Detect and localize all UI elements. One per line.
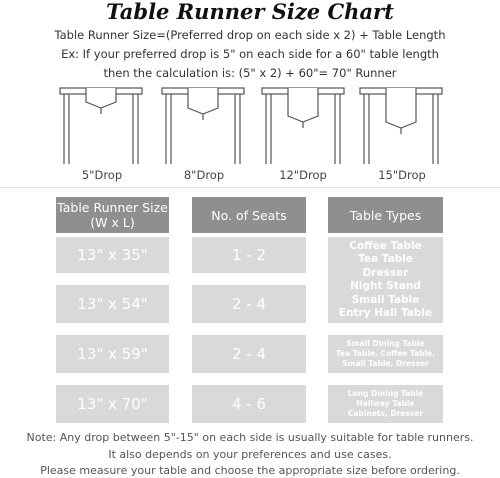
table-type-item: Small Table xyxy=(351,293,420,306)
header-seats xyxy=(192,197,306,233)
page-title: Table Runner Size Chart xyxy=(106,0,394,24)
table-type-item: Entry Hall Table xyxy=(338,307,433,319)
note-line-2: It also depends on your preferences and use cases. xyxy=(108,448,392,461)
table-row-seats: 4 - 6 xyxy=(192,385,306,423)
table-illustration-12-drop xyxy=(262,88,344,164)
table-types-dining xyxy=(328,335,443,373)
header-runner-size xyxy=(56,197,169,233)
table-types-small-tables xyxy=(328,237,443,323)
table-type-item: Tea Table xyxy=(358,253,413,265)
table-type-item: Dresser xyxy=(362,266,409,279)
table-type-item: Coffee Table xyxy=(349,239,422,252)
table-row-size: 13" x 35" xyxy=(56,237,169,273)
calculation-line: then the calculation is: (5" x 2) + 60"= 70" Runner xyxy=(103,66,397,80)
table-type-item: Hallway Table xyxy=(356,399,415,408)
table-illustration-8-drop xyxy=(162,88,244,164)
table-illustration-15-drop xyxy=(360,88,442,164)
table-type-item: Small Dining Table xyxy=(346,339,425,348)
header-seats-label: No. of Seats xyxy=(211,207,287,223)
table-type-item: Cabinets, Dresser xyxy=(347,409,424,418)
table-type-item: Tea Table, Coffee Table, xyxy=(335,349,436,358)
table-types-long-dining xyxy=(328,385,443,423)
drop-label-15: 15"Drop xyxy=(378,168,426,182)
note-line-1: Note: Any drop between 5"-15" on each side is usually suitable for table runners. xyxy=(26,431,474,444)
table-row-seats: 1 - 2 xyxy=(192,237,306,273)
table-row-size: 13" x 54" xyxy=(56,285,169,323)
header-table-types-label: Table Types xyxy=(349,207,422,223)
header-runner-size-line-2: (W x L) xyxy=(90,215,135,230)
table-row-seats: 2 - 4 xyxy=(192,285,306,323)
drop-label-8: 8"Drop xyxy=(183,168,225,182)
example-line: Ex: If your preferred drop is 5" on each side for a 60" table length xyxy=(61,47,439,61)
drop-label-12: 12"Drop xyxy=(279,168,327,182)
table-type-item: Night Stand xyxy=(350,280,421,292)
table-type-item: Long Dining Table xyxy=(347,389,424,398)
table-row-seats: 2 - 4 xyxy=(192,335,306,373)
drop-label-5: 5"Drop xyxy=(81,168,123,182)
section-divider xyxy=(0,187,500,188)
table-drop-diagram xyxy=(0,84,500,176)
note-line-3: Please measure your table and choose the appropriate size before ordering. xyxy=(40,464,460,477)
table-illustration-5-drop xyxy=(60,88,142,164)
header-runner-size-line-1: Table Runner Size xyxy=(57,200,168,215)
table-row-size: 13" x 70" xyxy=(56,385,169,423)
header-table-types xyxy=(328,197,443,233)
formula-line: Table Runner Size=(Preferred drop on each side x 2) + Table Length xyxy=(54,28,446,42)
table-row-size: 13" x 59" xyxy=(56,335,169,373)
table-type-item: Small Table, Dresser xyxy=(342,359,429,368)
